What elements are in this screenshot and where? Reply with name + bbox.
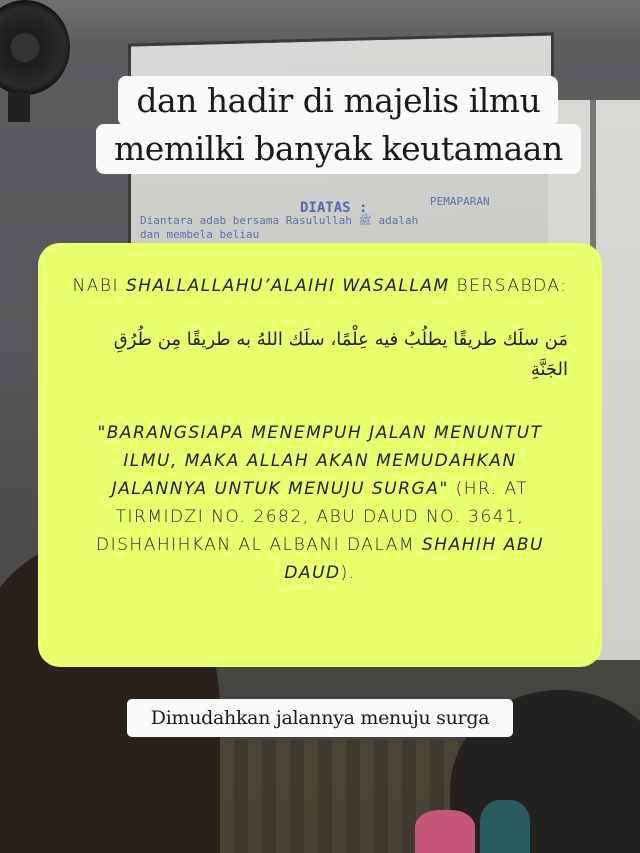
headline-line-1: dan hadir di majelis ilmu	[118, 76, 558, 126]
source-book: SHAHIH ABU DAUD	[284, 535, 544, 583]
hadith-translation	[72, 419, 568, 587]
headline	[96, 76, 581, 174]
source-end: ).	[340, 563, 356, 583]
screen-title-text: DIATAS :	[300, 200, 368, 216]
translation-text: "BARANGSIAPA MENEMPUH JALAN MENUNTUT ILMU, MAKA ALLAH AKAN MEMUDAHKAN JALANNYA UNTUK MENUJU SURGA"	[97, 423, 543, 499]
fan-head	[0, 0, 70, 95]
hadith-arabic: مَن سلَك طريقًا يطلُبُ فيه عِلْمًا، سلَك اللهُ به طريقًا مِن طُرُقِ الجَنَّةِ	[113, 329, 568, 380]
teal-bag	[480, 800, 530, 853]
fan-mount	[8, 92, 30, 122]
screen-line-2: dan membela beliau	[140, 228, 260, 241]
hadith-card	[38, 243, 602, 667]
headline-line-2: memilki banyak keutamaan	[96, 124, 581, 174]
wall-fan	[0, 0, 75, 120]
intro-salawat: SHALLALLAHU’ALAIHI WASALLAM	[125, 276, 450, 296]
intro-prefix: NABI	[72, 276, 126, 296]
translation-source: (HR. AT TIRMIDZI NO. 2682, ABU DAUD NO. 3641, DISHAHIHKAN AL ALBANI DALAM	[96, 479, 529, 555]
pink-bag	[415, 810, 475, 853]
screen-line-1: Diantara adab bersama Rasulullah ﷺ adalah	[140, 214, 419, 227]
caption-label: Dimudahkan jalannya menuju surga	[127, 699, 513, 737]
intro-suffix: BERSABDA:	[449, 276, 568, 296]
screen-corner-text: PEMAPARAN	[430, 195, 490, 208]
hadith-intro	[72, 273, 568, 299]
